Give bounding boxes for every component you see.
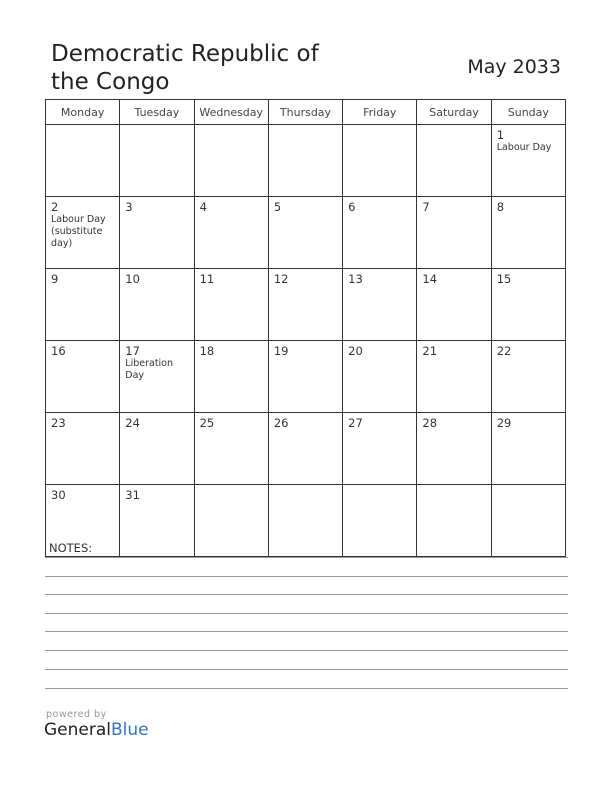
- day-number: 6: [348, 200, 356, 214]
- note-line: [45, 669, 568, 670]
- day-number: 17: [125, 344, 140, 358]
- month-label: May 2033: [467, 56, 561, 78]
- day-number: 28: [422, 416, 438, 430]
- day-cell: [491, 341, 565, 413]
- week-row: [46, 413, 566, 485]
- brand-blue: Blue: [111, 720, 149, 740]
- day-number: 1: [496, 128, 505, 142]
- day-cell: [268, 413, 342, 485]
- day-cell: [491, 269, 565, 341]
- day-cell: [46, 197, 120, 269]
- note-line: [45, 688, 568, 689]
- day-number: 24: [125, 416, 140, 430]
- day-number: 29: [496, 416, 512, 430]
- day-cell: [343, 413, 417, 485]
- day-number: 27: [348, 416, 363, 430]
- note-line: [45, 576, 568, 577]
- note-line: [45, 613, 568, 614]
- day-cell: [417, 341, 491, 413]
- page-title: [51, 40, 319, 96]
- day-cell: [194, 413, 268, 485]
- day-cell: [46, 125, 120, 197]
- day-number: 16: [51, 344, 66, 358]
- day-number: 15: [496, 272, 512, 286]
- day-number: 20: [348, 344, 363, 358]
- weekday-tuesday: Tuesday: [120, 100, 194, 125]
- day-cell: [194, 125, 268, 197]
- day-cell: [491, 413, 565, 485]
- weekday-header-row: [46, 100, 566, 125]
- day-number: 31: [125, 488, 140, 502]
- day-number: 13: [348, 272, 363, 286]
- day-cell: [120, 485, 194, 557]
- day-cell: [268, 485, 342, 557]
- day-cell: [417, 269, 491, 341]
- holiday-label: Liberation Day: [125, 358, 174, 381]
- note-line: [45, 557, 568, 558]
- day-number: 14: [422, 272, 438, 286]
- holiday-label: Labour Day: [496, 142, 552, 153]
- brand-general: General: [44, 720, 111, 740]
- week-row: [46, 485, 566, 557]
- day-number: 19: [273, 344, 289, 358]
- day-number: 5: [273, 200, 282, 214]
- day-number: 22: [496, 344, 512, 358]
- day-cell: [268, 269, 342, 341]
- day-cell: [120, 269, 194, 341]
- day-cell: [343, 125, 417, 197]
- generalblue-logo[interactable]: [44, 720, 149, 740]
- note-line: [45, 650, 568, 651]
- day-cell: [46, 341, 120, 413]
- note-line: [45, 594, 568, 595]
- powered-by-text: powered by: [46, 709, 107, 720]
- day-number: 30: [51, 488, 66, 502]
- day-number: 12: [273, 272, 289, 286]
- day-cell: [417, 125, 491, 197]
- day-number: 4: [199, 200, 207, 214]
- day-cell: [194, 485, 268, 557]
- weekday-thursday: Thursday: [268, 100, 342, 125]
- day-number: 18: [199, 344, 215, 358]
- week-row: [46, 269, 566, 341]
- day-number: 25: [199, 416, 215, 430]
- day-number: 23: [51, 416, 66, 430]
- week-row: [46, 197, 566, 269]
- day-cell: [268, 341, 342, 413]
- week-row: [46, 341, 566, 413]
- week-row: [46, 125, 566, 197]
- day-number: 8: [496, 200, 505, 214]
- calendar-grid: [45, 99, 566, 557]
- day-number: 9: [51, 272, 59, 286]
- notes-label: NOTES:: [49, 541, 93, 555]
- day-cell: [194, 197, 268, 269]
- day-cell: [120, 341, 194, 413]
- day-number: 11: [199, 272, 215, 286]
- day-cell: [417, 197, 491, 269]
- title-line-2: the Congo: [51, 69, 170, 95]
- day-cell: [343, 197, 417, 269]
- day-number: 10: [125, 272, 140, 286]
- day-number: 2: [51, 200, 59, 214]
- day-cell: [343, 269, 417, 341]
- weekday-sunday: Sunday: [491, 100, 565, 125]
- day-number: 26: [273, 416, 289, 430]
- day-number: 7: [422, 200, 430, 214]
- weekday-friday: Friday: [343, 100, 417, 125]
- day-cell: [120, 197, 194, 269]
- day-cell: [46, 413, 120, 485]
- day-cell: [46, 269, 120, 341]
- weekday-monday: Monday: [46, 100, 120, 125]
- day-number: 3: [125, 200, 133, 214]
- day-cell: [417, 485, 491, 557]
- holiday-label: Labour Day (substitute day): [51, 214, 106, 249]
- day-cell: [343, 341, 417, 413]
- title-line-1: Democratic Republic of: [51, 41, 319, 67]
- day-cell: [194, 341, 268, 413]
- day-number: 21: [422, 344, 438, 358]
- weekday-wednesday: Wednesday: [194, 100, 268, 125]
- day-cell: [417, 413, 491, 485]
- day-cell: [491, 197, 565, 269]
- note-line: [45, 631, 568, 632]
- day-cell: [268, 125, 342, 197]
- day-cell: [491, 485, 565, 557]
- weekday-saturday: Saturday: [417, 100, 491, 125]
- day-cell: [120, 413, 194, 485]
- day-cell: [120, 125, 194, 197]
- day-cell: [343, 485, 417, 557]
- day-cell: [194, 269, 268, 341]
- day-cell: [491, 125, 565, 197]
- day-cell: [268, 197, 342, 269]
